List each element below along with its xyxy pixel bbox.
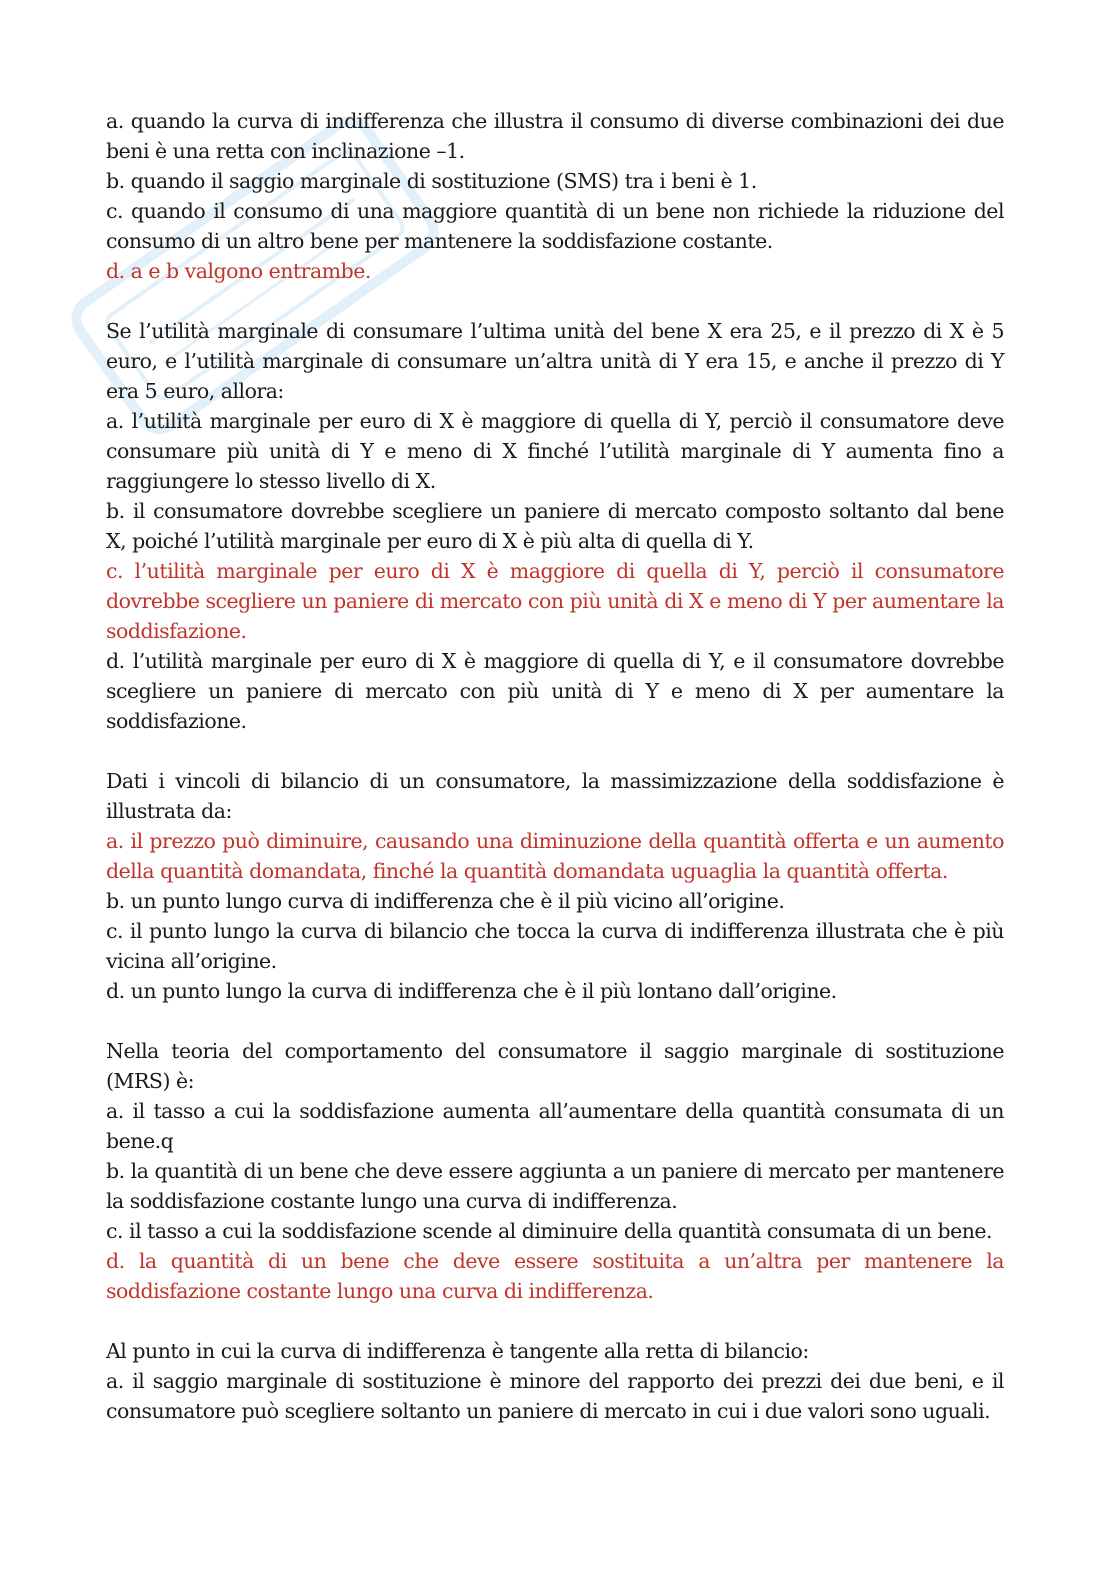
correct-answer-option-a: a. il prezzo può diminuire, causando una diminuzione della quantità offerta e un aumento della quantità domandata, finché la quantità domandata uguaglia la quantità offerta. [106,829,1004,883]
question-block-1 [106,106,1004,286]
answer-option-b: b. la quantità di un bene che deve essere aggiunta a un paniere di mercato per mantenere la soddisfazione costante lungo una curva di indifferenza. [106,1159,1004,1213]
document-body [106,106,1004,1456]
answer-option-b: b. il consumatore dovrebbe scegliere un paniere di mercato composto soltanto dal bene X, poiché l’utilità marginale per euro di X è più alta di quella di Y. [106,499,1004,553]
question-text: Nella teoria del comportamento del consumatore il saggio marginale di sostituzione (MRS) è: [106,1039,1004,1093]
answer-option-b: b. quando il saggio marginale di sostituzione (SMS) tra i beni è 1. [106,169,757,193]
answer-option-a: a. il saggio marginale di sostituzione è minore del rapporto dei prezzi dei due beni, e il consumatore può scegliere soltanto un paniere di mercato in cui i due valori sono uguali. [106,1369,1004,1423]
question-block-5 [106,1336,1004,1426]
question-block-4 [106,1036,1004,1306]
answer-option-a: a. il tasso a cui la soddisfazione aumenta all’aumentare della quantità consumata di un bene.q [106,1099,1004,1153]
answer-option-d: d. l’utilità marginale per euro di X è maggiore di quella di Y, e il consumatore dovrebbe scegliere un paniere di mercato con più unità di Y e meno di X per aumentare la soddisfazione. [106,649,1004,733]
question-text: Al punto in cui la curva di indifferenza è tangente alla retta di bilancio: [106,1339,809,1363]
question-text: Se l’utilità marginale di consumare l’ultima unità del bene X era 25, e il prezzo di X è 5 euro, e l’utilità marginale di consumare un’altra unità di Y era 15, e anche il prezzo di Y era 5 euro, allora: [106,319,1004,403]
answer-option-c: c. quando il consumo di una maggiore quantità di un bene non richiede la riduzione del consumo di un altro bene per mantenere la soddisfazione costante. [106,199,1004,253]
question-block-2 [106,316,1004,736]
answer-option-c: c. il tasso a cui la soddisfazione scende al diminuire della quantità consumata di un bene. [106,1219,993,1243]
correct-answer-option-d: d. la quantità di un bene che deve essere sostituita a un’altra per mantenere la soddisfazione costante lungo una curva di indifferenza. [106,1249,1004,1303]
correct-answer-option-d: d. a e b valgono entrambe. [106,259,371,283]
question-text: Dati i vincoli di bilancio di un consumatore, la massimizzazione della soddisfazione è illustrata da: [106,769,1004,823]
answer-option-c: c. il punto lungo la curva di bilancio che tocca la curva di indifferenza illustrata che è più vicina all’origine. [106,919,1004,973]
answer-option-d: d. un punto lungo la curva di indifferenza che è il più lontano dall’origine. [106,979,837,1003]
answer-option-b: b. un punto lungo curva di indifferenza che è il più vicino all’origine. [106,889,785,913]
correct-answer-option-c: c. l’utilità marginale per euro di X è maggiore di quella di Y, perciò il consumatore dovrebbe scegliere un paniere di mercato con più unità di X e meno di Y per aumentare la soddisfazione. [106,559,1004,643]
answer-option-a: a. l’utilità marginale per euro di X è maggiore di quella di Y, perciò il consumatore deve consumare più unità di Y e meno di X finché l’utilità marginale di Y aumenta fino a raggiungere lo stesso livello di X. [106,409,1004,493]
question-block-3 [106,766,1004,1006]
answer-option-a: a. quando la curva di indifferenza che illustra il consumo di diverse combinazioni dei due beni è una retta con inclinazione –1. [106,109,1004,163]
